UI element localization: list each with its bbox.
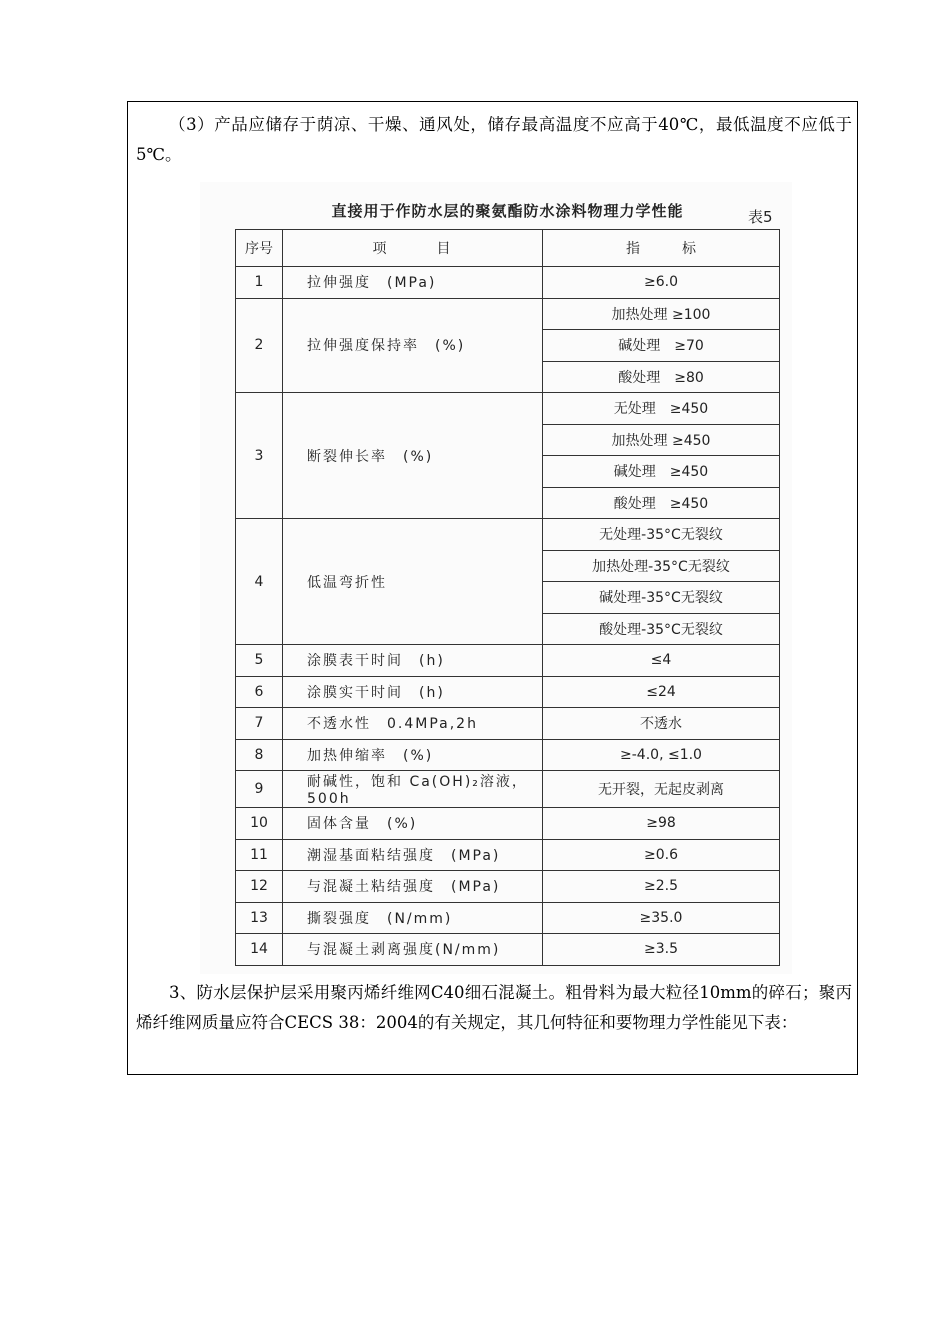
row-number: 1 — [236, 267, 283, 299]
row-spec: 碱处理 ≥450 — [543, 456, 780, 488]
table-row — [236, 808, 780, 840]
row-number: 4 — [236, 519, 283, 645]
row-number: 8 — [236, 739, 283, 771]
row-spec: 无处理-35°C无裂纹 — [543, 519, 780, 551]
row-item: 潮湿基面粘结强度 (MPa) — [283, 839, 543, 871]
row-number: 5 — [236, 645, 283, 677]
row-spec: ≥35.0 — [543, 902, 780, 934]
header-no: 序号 — [236, 230, 283, 267]
row-spec: 不透水 — [543, 708, 780, 740]
row-number: 10 — [236, 808, 283, 840]
row-number: 12 — [236, 871, 283, 903]
row-spec: 碱处理 ≥70 — [543, 330, 780, 362]
header-spec: 指 标 — [543, 230, 780, 267]
row-spec: 酸处理 ≥450 — [543, 487, 780, 519]
row-item: 涂膜表干时间 (h) — [283, 645, 543, 677]
row-number: 7 — [236, 708, 283, 740]
row-spec: ≤24 — [543, 676, 780, 708]
table-row — [236, 267, 780, 299]
row-spec: ≥6.0 — [543, 267, 780, 299]
row-item: 耐碱性，饱和 Ca(OH)₂溶液，500h — [283, 771, 543, 808]
row-spec: 酸处理-35°C无裂纹 — [543, 613, 780, 645]
row-item: 涂膜实干时间 (h) — [283, 676, 543, 708]
row-number: 14 — [236, 934, 283, 966]
table-row — [236, 298, 780, 330]
row-spec: ≥0.6 — [543, 839, 780, 871]
row-spec: ≥3.5 — [543, 934, 780, 966]
table-row — [236, 645, 780, 677]
table-row — [236, 519, 780, 551]
row-spec: 碱处理-35°C无裂纹 — [543, 582, 780, 614]
row-item: 与混凝土剥离强度(N/mm) — [283, 934, 543, 966]
table-row — [236, 393, 780, 425]
row-spec: ≤4 — [543, 645, 780, 677]
row-item: 加热伸缩率 (%) — [283, 739, 543, 771]
row-spec: ≥2.5 — [543, 871, 780, 903]
table-header-row — [236, 230, 780, 267]
table-row — [236, 676, 780, 708]
row-spec: 加热处理-35°C无裂纹 — [543, 550, 780, 582]
row-item: 撕裂强度 (N/mm) — [283, 902, 543, 934]
row-spec: 酸处理 ≥80 — [543, 361, 780, 393]
table-row — [236, 871, 780, 903]
table-row — [236, 839, 780, 871]
row-number: 9 — [236, 771, 283, 808]
properties-table — [235, 229, 780, 966]
row-spec: ≥98 — [543, 808, 780, 840]
table-row — [236, 771, 780, 808]
row-item: 拉伸强度 (MPa) — [283, 267, 543, 299]
header-item: 项 目 — [283, 230, 543, 267]
row-number: 13 — [236, 902, 283, 934]
row-spec: 加热处理 ≥100 — [543, 298, 780, 330]
row-spec: 加热处理 ≥450 — [543, 424, 780, 456]
row-item: 不透水性 0.4MPa,2h — [283, 708, 543, 740]
row-number: 3 — [236, 393, 283, 519]
table-row — [236, 902, 780, 934]
row-number: 11 — [236, 839, 283, 871]
table-number: 表5 — [748, 208, 773, 226]
row-number: 2 — [236, 298, 283, 393]
table-row — [236, 708, 780, 740]
row-item: 拉伸强度保持率 (%) — [283, 298, 543, 393]
row-item: 与混凝土粘结强度 (MPa) — [283, 871, 543, 903]
table-row — [236, 739, 780, 771]
row-number: 6 — [236, 676, 283, 708]
row-spec: 无开裂，无起皮剥离 — [543, 771, 780, 808]
row-spec: ≥-4.0, ≤1.0 — [543, 739, 780, 771]
row-item: 固体含量 (%) — [283, 808, 543, 840]
table-row — [236, 934, 780, 966]
protection-layer-paragraph: 3、防水层保护层采用聚丙烯纤维网C40细石混凝土。粗骨料为最大粒径10mm的碎石；聚丙烯纤维网质量应符合CECS 38：2004的有关规定，其几何特征和要物理力学性能见下表： — [136, 983, 852, 1032]
row-spec: 无处理 ≥450 — [543, 393, 780, 425]
storage-paragraph: （3）产品应储存于荫凉、干燥、通风处，储存最高温度不应高于40℃，最低温度不应低于5℃。 — [136, 115, 852, 164]
row-item: 断裂伸长率 (%) — [283, 393, 543, 519]
row-item: 低温弯折性 — [283, 519, 543, 645]
table-title: 直接用于作防水层的聚氨酯防水涂料物理力学性能 — [331, 202, 684, 220]
